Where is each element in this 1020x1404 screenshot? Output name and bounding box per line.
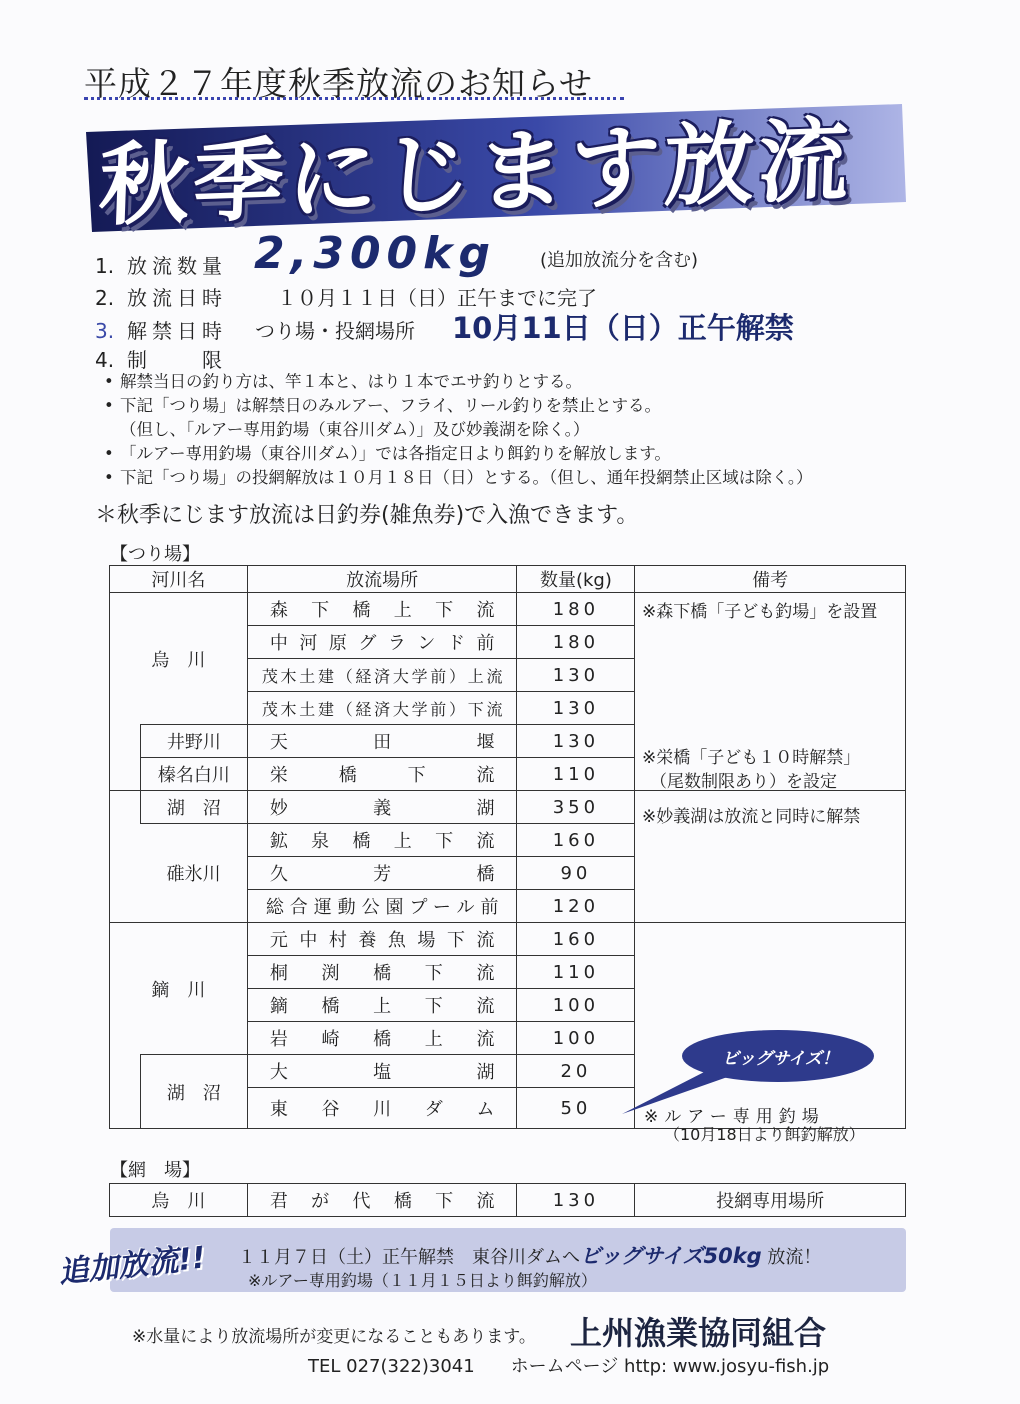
table-row-place: 東谷川ダム [247, 1088, 517, 1129]
river-usui-edge [110, 791, 141, 923]
river-karasu-tributary [110, 725, 141, 791]
river-karasu: 烏 川 [110, 593, 248, 725]
table-row-qty: 100 [517, 1022, 635, 1055]
table-row-qty: 160 [517, 824, 635, 857]
river-kabura: 鏑 川 [110, 923, 248, 1055]
river-kabura-lower [110, 1055, 141, 1129]
quantity-value: 2,300kg [254, 228, 496, 279]
table-row-qty: 100 [517, 989, 635, 1022]
river-ino: 井野川 [140, 725, 247, 758]
river-lake-1: 湖 沼 [140, 791, 247, 824]
net-section-label: 【網 場】 [110, 1160, 200, 1181]
table-row-place: 総合運動公園プール前 [247, 890, 517, 923]
table-row-qty: 130 [517, 692, 635, 725]
table-row-qty: 130 [517, 659, 635, 692]
rule-3: • 「ルアー専用釣場（東谷川ダム）」では各指定日より餌釣りを解放します。 [104, 444, 671, 463]
table-row-place: 森下橋上下流 [247, 593, 517, 626]
table-row-qty: 180 [517, 593, 635, 626]
table-row-place: 茂木土建（経済大学前）上流 [247, 659, 517, 692]
item-quantity: 1. 放流数量 [95, 254, 227, 278]
footer-note: ※水量により放流場所が変更になることもあります。 [132, 1327, 536, 1347]
net-place: 君が代橋下流 [247, 1184, 517, 1217]
bigsize-emphasis: ビッグサイズ50kg [580, 1244, 762, 1268]
note-sakae-1: ※栄橋「子ども１０時解禁」 [642, 748, 861, 768]
item-release-date: 2. 放流日時 １０月１１日（日）正午までに完了 [95, 286, 597, 310]
contact-info: TEL 027(322)3041 ホームページ http: www.josyu-fish.jp [308, 1356, 830, 1377]
table-row-place: 妙義湖 [247, 791, 517, 824]
table-row-place: 茂木土建（経済大学前）下流 [247, 692, 517, 725]
table-row-place: 天田堰 [247, 725, 517, 758]
rule-2-sub: （但し、「ルアー専用釣場（東谷川ダム）」及び妙義湖を除く。） [120, 420, 590, 439]
item-open-date: 3. 解禁日時 つり場・投網場所 [95, 319, 415, 343]
table-row-qty: 90 [517, 857, 635, 890]
extra-release-line-2: ※ルアー専用釣場（１１月１５日より餌釣解放） [248, 1271, 597, 1290]
extra-release-label: 追加放流!! [56, 1240, 208, 1291]
table-row-place: 桐渕橋下流 [247, 956, 517, 989]
table-row-place: 鉱泉橋上下流 [247, 824, 517, 857]
table-row-qty: 110 [517, 956, 635, 989]
table-row-place: 鏑橋上下流 [247, 989, 517, 1022]
river-lake-2: 湖 沼 [140, 1055, 247, 1129]
header-place: 放流場所 [247, 566, 517, 593]
table-row-qty: 130 [517, 725, 635, 758]
net-table [109, 1183, 906, 1217]
river-haruna: 榛名白川 [140, 758, 247, 791]
table-row-qty: 160 [517, 923, 635, 956]
table-row-place: 久芳橋 [247, 857, 517, 890]
header-river: 河川名 [110, 566, 248, 593]
rule-1: • 解禁当日の釣り方は、竿１本と、はり１本でエサ釣りとする。 [104, 372, 582, 391]
organization-name: 上州漁業協同組合 [570, 1314, 827, 1352]
table-row-qty: 110 [517, 758, 635, 791]
fishing-section-label: 【つり場】 [110, 544, 200, 565]
table-row-qty: 50 [517, 1088, 635, 1129]
table-row-qty: 20 [517, 1055, 635, 1088]
table-row-place: 中河原グランド前 [247, 626, 517, 659]
notice-subtitle: 平成２７年度秋季放流のお知らせ [84, 64, 594, 103]
extra-release-line-1: １１月７日（土）正午解禁 東谷川ダムへビッグサイズ50kg 放流！ [238, 1244, 822, 1268]
open-date-emphasis: 10月11日（日）正午解禁 [452, 311, 794, 345]
bigsize-bubble [616, 1028, 906, 1118]
header-note: 備考 [635, 566, 906, 593]
rule-4: • 下記「つり場」の投網解放は１０月１８日（日）とする。（但し、通年投網禁止区域は除く。） [104, 468, 813, 487]
ticket-note: ＊秋季にじます放流は日釣券(雑魚券)で入漁できます。 [95, 503, 639, 528]
note-lure-1: ※ルアー専用釣場 [644, 1107, 825, 1127]
bubble-text: ビッグサイズ！ [722, 1049, 839, 1069]
net-river: 烏 川 [110, 1184, 248, 1217]
table-row-place: 元中村養魚場下流 [247, 923, 517, 956]
table-row-place: 栄橋下流 [247, 758, 517, 791]
note-myogi: ※妙義湖は放流と同時に解禁 [642, 807, 861, 827]
table-row-place: 岩崎橋上流 [247, 1022, 517, 1055]
quantity-note: (追加放流分を含む) [540, 250, 699, 271]
net-qty: 130 [517, 1184, 635, 1217]
table-row-place: 大塩湖 [247, 1055, 517, 1088]
net-note: 投網専用場所 [635, 1184, 906, 1217]
note-sakae-2: （尾数制限あり）を設定 [650, 772, 837, 792]
river-usui: 碓氷川 [140, 824, 247, 923]
note-morishita: ※森下橋「子ども釣場」を設置 [642, 602, 878, 622]
header-qty: 数量(kg) [517, 566, 635, 593]
note-lure-2: （10月18日より餌釣解放） [664, 1125, 865, 1144]
main-title: 秋季にじます放流 [97, 107, 855, 240]
table-row-qty: 180 [517, 626, 635, 659]
table-row-qty: 350 [517, 791, 635, 824]
rule-2: • 下記「つり場」は解禁日のみルアー、フライ、リール釣りを禁止とする。 [104, 396, 662, 415]
item-restrictions: 4. 制 限 [95, 348, 227, 372]
table-row-qty: 120 [517, 890, 635, 923]
